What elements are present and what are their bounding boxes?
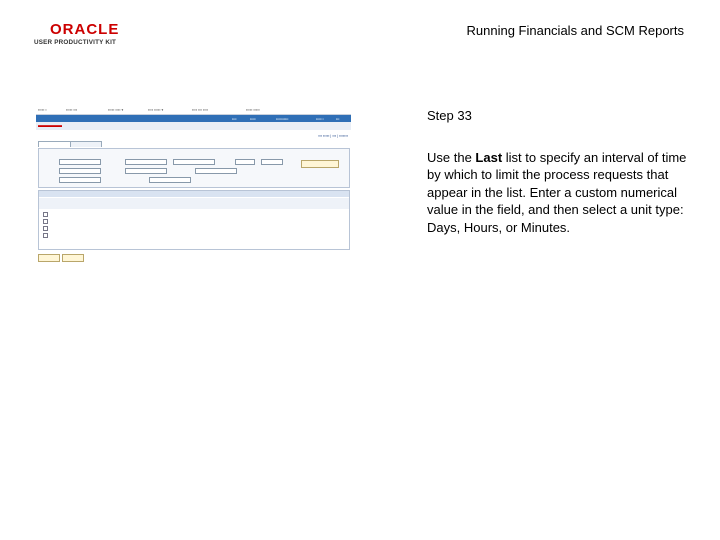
screenshot-save-button [38, 254, 60, 262]
screenshot-table-row [39, 231, 349, 238]
upk-logo-subtitle: USER PRODUCTIVITY KIT [34, 39, 117, 46]
screenshot-notify-button [62, 254, 84, 262]
oracle-upk-logo [34, 22, 124, 47]
screenshot-request-criteria [38, 148, 350, 188]
screenshot-header-bar: ▪▪▪▪ ▪▪▪▪▪ ▪▪▪▪▪▪▪▪▪▪▪ ▪▪▪▪▪ ▪ ▪▪▪ [36, 115, 351, 122]
instruction-bold-term: Last [475, 150, 503, 165]
process-monitor-screenshot [36, 106, 351, 274]
screenshot-oracle-logo: ▬▬▬▬ [38, 123, 62, 129]
screenshot-refresh-button [301, 160, 339, 168]
step-title: Step 33 [427, 108, 472, 123]
screenshot-process-list [38, 190, 350, 250]
page-title: Running Financials and SCM Reports [466, 23, 684, 38]
screenshot-tab-process-list [38, 141, 72, 147]
step-instructions [427, 149, 689, 236]
screenshot-table-row [39, 210, 349, 217]
screenshot-table-row [39, 217, 349, 224]
instruction-text-after: list to specify an interval of time by which to limit the process requests that appear in the list. Enter a custom numerical value in the field, and then select a unit type: Days, Hours, or Minutes. [427, 150, 687, 235]
screenshot-new-window-links: ▪▪▪ ▪▪▪▪▪ | ▪▪▪ | ▪▪▪▪▪▪▪ [318, 134, 348, 138]
oracle-logo-text: ORACLE [50, 21, 120, 38]
screenshot-last-unit-select [261, 159, 283, 165]
instruction-text-before: Use the [427, 150, 476, 165]
screenshot-top-nav: ▪▪▪▪▪ ▪ ▪▪▪▪▪ ▪▪▪ ▪▪▪▪▪ ▪▪▪▪ ▾ ▪▪▪▪ ▪▪▪▪▪ ▾ ▪▪▪▪ ▪▪▪ ▪▪▪▪ ▪▪▪▪▪ ▪▪▪▪▪ [36, 106, 351, 115]
screenshot-table-row [39, 224, 349, 231]
screenshot-tab-server-list [70, 141, 102, 147]
screenshot-brand-bar [36, 122, 351, 130]
